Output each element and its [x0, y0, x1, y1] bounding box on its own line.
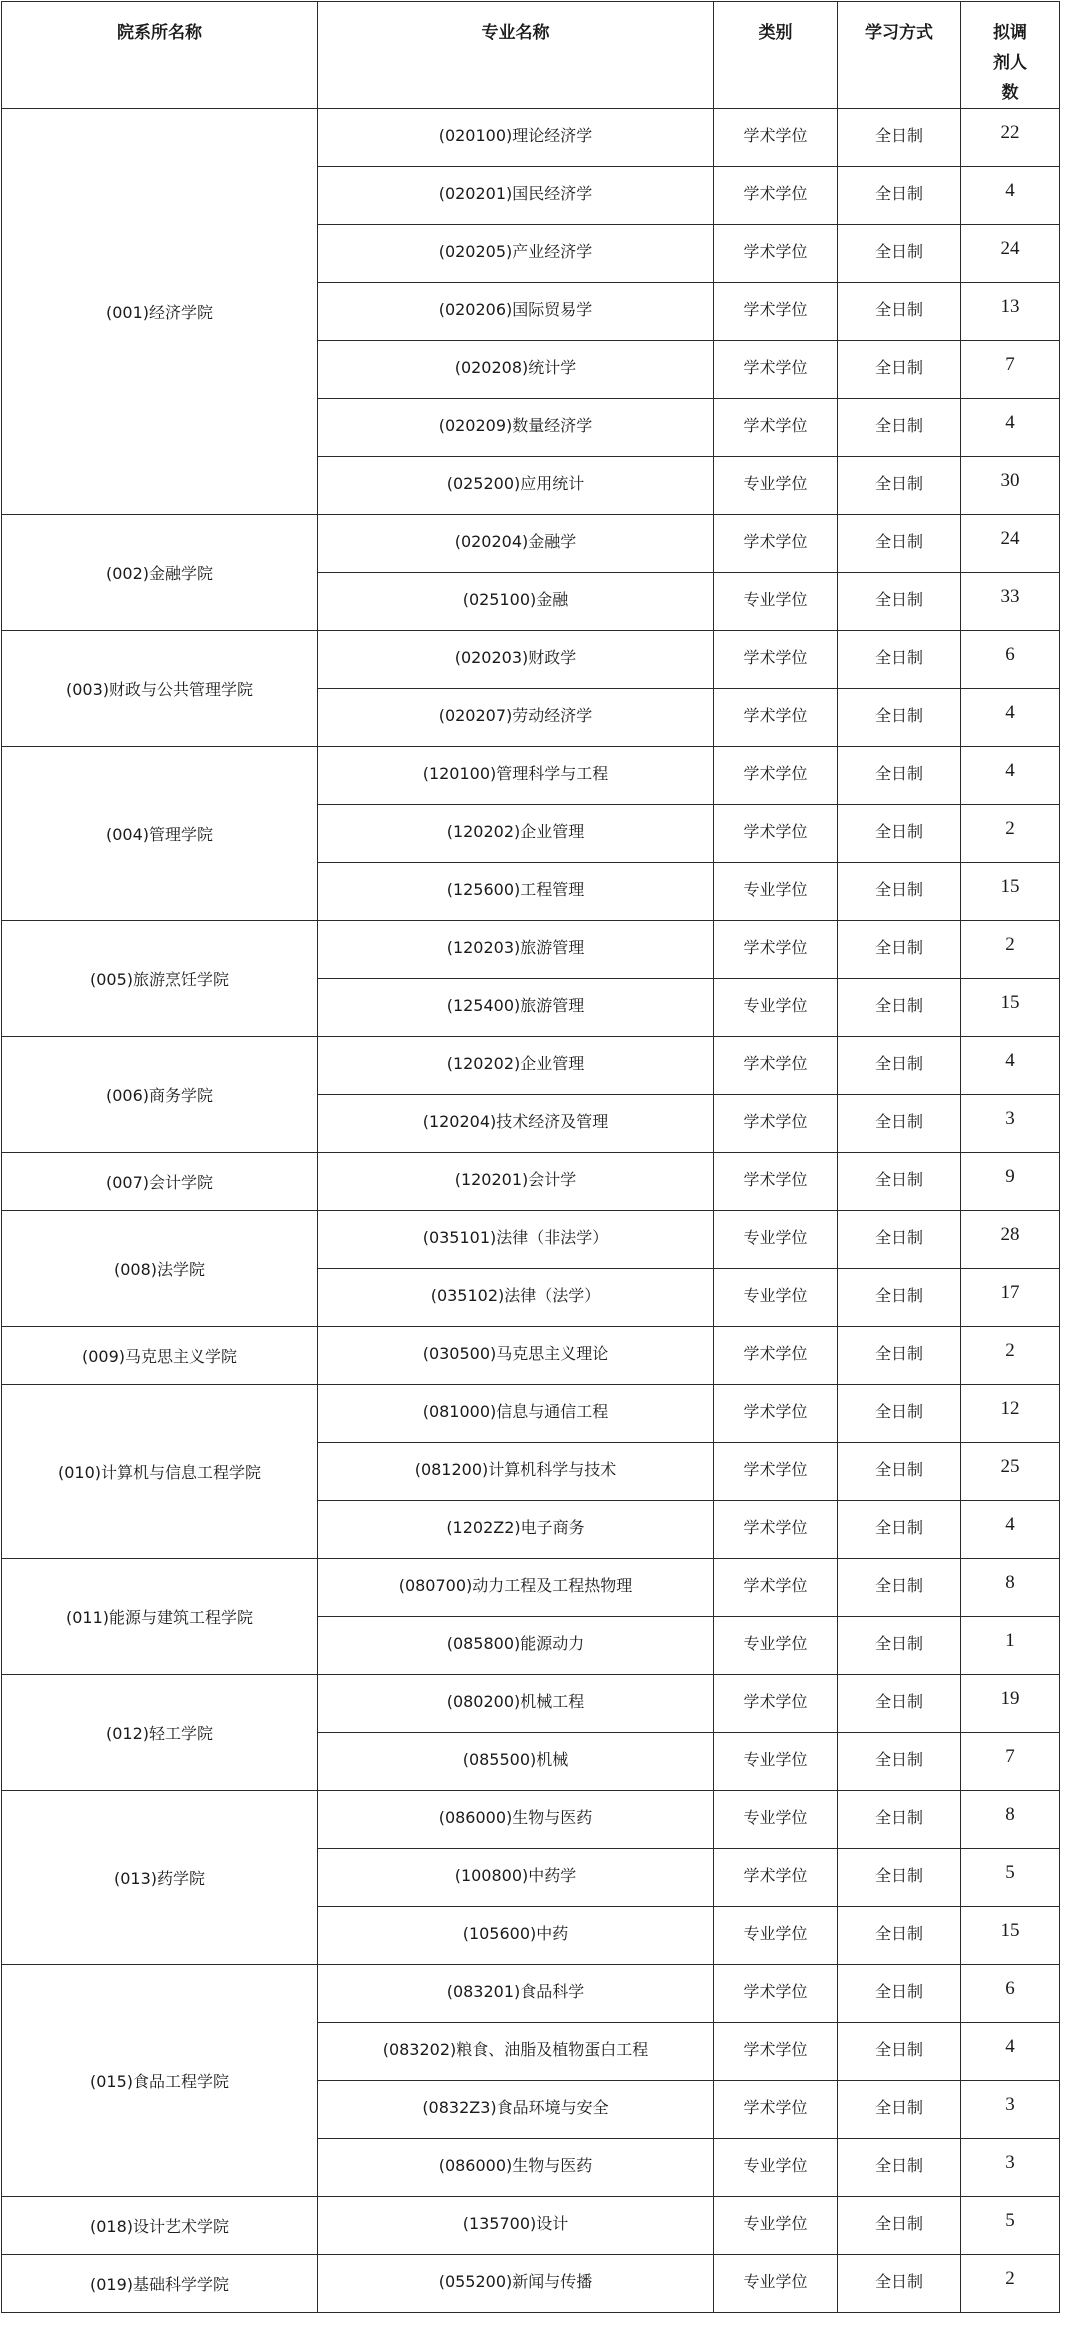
category-cell: 学术学位	[714, 1849, 838, 1907]
quota-count-cell: 15	[961, 979, 1060, 1037]
major-name-cell: (120202)企业管理	[318, 1037, 714, 1095]
header-college: 院系所名称	[2, 2, 318, 109]
major-name-cell: (120100)管理科学与工程	[318, 747, 714, 805]
table-row	[2, 2255, 1060, 2313]
study-mode-cell: 全日制	[838, 457, 961, 515]
college-name-cell: (001)经济学院	[2, 109, 318, 515]
major-name-cell: (025100)金融	[318, 573, 714, 631]
major-name-cell: (035102)法律（法学）	[318, 1269, 714, 1327]
major-name-cell: (086000)生物与医药	[318, 2139, 714, 2197]
college-name-cell: (002)金融学院	[2, 515, 318, 631]
category-cell: 学术学位	[714, 1559, 838, 1617]
study-mode-cell: 全日制	[838, 1791, 961, 1849]
study-mode-cell: 全日制	[838, 1675, 961, 1733]
category-cell: 专业学位	[714, 573, 838, 631]
table-row	[2, 631, 1060, 689]
quota-count-cell: 24	[961, 225, 1060, 283]
table-row	[2, 1559, 1060, 1617]
major-name-cell: (085800)能源动力	[318, 1617, 714, 1675]
study-mode-cell: 全日制	[838, 1559, 961, 1617]
major-name-cell: (083201)食品科学	[318, 1965, 714, 2023]
quota-count-cell: 33	[961, 573, 1060, 631]
study-mode-cell: 全日制	[838, 399, 961, 457]
category-cell: 专业学位	[714, 863, 838, 921]
table-row	[2, 1791, 1060, 1849]
major-name-cell: (020100)理论经济学	[318, 109, 714, 167]
quota-count-cell: 2	[961, 2255, 1060, 2313]
category-cell: 学术学位	[714, 805, 838, 863]
category-cell: 学术学位	[714, 921, 838, 979]
category-cell: 学术学位	[714, 1153, 838, 1211]
quota-count-cell: 6	[961, 631, 1060, 689]
category-cell: 学术学位	[714, 631, 838, 689]
college-name-cell: (008)法学院	[2, 1211, 318, 1327]
quota-count-cell: 8	[961, 1791, 1060, 1849]
major-name-cell: (086000)生物与医药	[318, 1791, 714, 1849]
quota-count-cell: 7	[961, 1733, 1060, 1791]
study-mode-cell: 全日制	[838, 1907, 961, 1965]
quota-count-cell: 5	[961, 1849, 1060, 1907]
major-name-cell: (080200)机械工程	[318, 1675, 714, 1733]
quota-count-cell: 3	[961, 2081, 1060, 2139]
category-cell: 学术学位	[714, 1965, 838, 2023]
study-mode-cell: 全日制	[838, 1211, 961, 1269]
table-row	[2, 2197, 1060, 2255]
study-mode-cell: 全日制	[838, 805, 961, 863]
major-name-cell: (120201)会计学	[318, 1153, 714, 1211]
major-name-cell: (1202Z2)电子商务	[318, 1501, 714, 1559]
category-cell: 专业学位	[714, 2255, 838, 2313]
study-mode-cell: 全日制	[838, 2023, 961, 2081]
major-name-cell: (120202)企业管理	[318, 805, 714, 863]
quota-count-cell: 15	[961, 1907, 1060, 1965]
study-mode-cell: 全日制	[838, 1501, 961, 1559]
college-name-cell: (006)商务学院	[2, 1037, 318, 1153]
quota-count-cell: 2	[961, 1327, 1060, 1385]
category-cell: 学术学位	[714, 167, 838, 225]
study-mode-cell: 全日制	[838, 515, 961, 573]
category-cell: 专业学位	[714, 2139, 838, 2197]
study-mode-cell: 全日制	[838, 2081, 961, 2139]
quota-count-cell: 4	[961, 167, 1060, 225]
major-name-cell: (035101)法律（非法学）	[318, 1211, 714, 1269]
table-row	[2, 1327, 1060, 1385]
study-mode-cell: 全日制	[838, 573, 961, 631]
header-count	[961, 2, 1060, 109]
college-name-cell: (005)旅游烹饪学院	[2, 921, 318, 1037]
major-name-cell: (125600)工程管理	[318, 863, 714, 921]
category-cell: 专业学位	[714, 2197, 838, 2255]
major-name-cell: (083202)粮食、油脂及植物蛋白工程	[318, 2023, 714, 2081]
study-mode-cell: 全日制	[838, 863, 961, 921]
major-name-cell: (020208)统计学	[318, 341, 714, 399]
category-cell: 学术学位	[714, 1037, 838, 1095]
quota-count-cell: 4	[961, 689, 1060, 747]
study-mode-cell: 全日制	[838, 2255, 961, 2313]
study-mode-cell: 全日制	[838, 689, 961, 747]
study-mode-cell: 全日制	[838, 1037, 961, 1095]
study-mode-cell: 全日制	[838, 341, 961, 399]
quota-count-cell: 6	[961, 1965, 1060, 2023]
quota-count-cell: 4	[961, 747, 1060, 805]
quota-count-cell: 12	[961, 1385, 1060, 1443]
quota-count-cell: 1	[961, 1617, 1060, 1675]
category-cell: 专业学位	[714, 1211, 838, 1269]
study-mode-cell: 全日制	[838, 2139, 961, 2197]
category-cell: 学术学位	[714, 341, 838, 399]
major-name-cell: (020209)数量经济学	[318, 399, 714, 457]
category-cell: 学术学位	[714, 283, 838, 341]
quota-count-cell: 28	[961, 1211, 1060, 1269]
major-name-cell: (081200)计算机科学与技术	[318, 1443, 714, 1501]
header-major: 专业名称	[318, 2, 714, 109]
study-mode-cell: 全日制	[838, 631, 961, 689]
quota-count-cell: 2	[961, 805, 1060, 863]
major-name-cell: (055200)新闻与传播	[318, 2255, 714, 2313]
table-row	[2, 921, 1060, 979]
quota-count-cell: 3	[961, 1095, 1060, 1153]
major-name-cell: (025200)应用统计	[318, 457, 714, 515]
category-cell: 专业学位	[714, 979, 838, 1037]
study-mode-cell: 全日制	[838, 921, 961, 979]
quota-count-cell: 8	[961, 1559, 1060, 1617]
study-mode-cell: 全日制	[838, 109, 961, 167]
major-name-cell: (120204)技术经济及管理	[318, 1095, 714, 1153]
major-name-cell: (105600)中药	[318, 1907, 714, 1965]
major-name-cell: (120203)旅游管理	[318, 921, 714, 979]
table-row	[2, 747, 1060, 805]
major-name-cell: (135700)设计	[318, 2197, 714, 2255]
major-name-cell: (020201)国民经济学	[318, 167, 714, 225]
category-cell: 学术学位	[714, 1443, 838, 1501]
college-name-cell: (010)计算机与信息工程学院	[2, 1385, 318, 1559]
quota-count-cell: 24	[961, 515, 1060, 573]
table-row	[2, 515, 1060, 573]
study-mode-cell: 全日制	[838, 1327, 961, 1385]
category-cell: 专业学位	[714, 1269, 838, 1327]
category-cell: 学术学位	[714, 2081, 838, 2139]
category-cell: 学术学位	[714, 689, 838, 747]
study-mode-cell: 全日制	[838, 1269, 961, 1327]
major-name-cell: (020204)金融学	[318, 515, 714, 573]
college-name-cell: (018)设计艺术学院	[2, 2197, 318, 2255]
quota-count-cell: 30	[961, 457, 1060, 515]
table-body	[2, 109, 1060, 2313]
major-name-cell: (100800)中药学	[318, 1849, 714, 1907]
quota-count-cell: 25	[961, 1443, 1060, 1501]
quota-count-cell: 5	[961, 2197, 1060, 2255]
table-row	[2, 1675, 1060, 1733]
quota-count-cell: 17	[961, 1269, 1060, 1327]
study-mode-cell: 全日制	[838, 225, 961, 283]
quota-count-cell: 19	[961, 1675, 1060, 1733]
table-row	[2, 1153, 1060, 1211]
study-mode-cell: 全日制	[838, 1965, 961, 2023]
header-count-label: 拟调剂人数	[993, 23, 1027, 103]
study-mode-cell: 全日制	[838, 979, 961, 1037]
college-name-cell: (011)能源与建筑工程学院	[2, 1559, 318, 1675]
major-name-cell: (125400)旅游管理	[318, 979, 714, 1037]
study-mode-cell: 全日制	[838, 1733, 961, 1791]
study-mode-cell: 全日制	[838, 1617, 961, 1675]
major-name-cell: (080700)动力工程及工程热物理	[318, 1559, 714, 1617]
major-name-cell: (020203)财政学	[318, 631, 714, 689]
college-name-cell: (019)基础科学学院	[2, 2255, 318, 2313]
major-name-cell: (020206)国际贸易学	[318, 283, 714, 341]
category-cell: 专业学位	[714, 1791, 838, 1849]
table-row	[2, 1037, 1060, 1095]
major-name-cell: (030500)马克思主义理论	[318, 1327, 714, 1385]
quota-count-cell: 3	[961, 2139, 1060, 2197]
study-mode-cell: 全日制	[838, 1443, 961, 1501]
major-name-cell: (085500)机械	[318, 1733, 714, 1791]
major-name-cell: (020205)产业经济学	[318, 225, 714, 283]
category-cell: 学术学位	[714, 1385, 838, 1443]
category-cell: 学术学位	[714, 2023, 838, 2081]
category-cell: 学术学位	[714, 1501, 838, 1559]
adjustment-table	[1, 1, 1060, 2313]
header-category: 类别	[714, 2, 838, 109]
college-name-cell: (009)马克思主义学院	[2, 1327, 318, 1385]
study-mode-cell: 全日制	[838, 1095, 961, 1153]
category-cell: 学术学位	[714, 1675, 838, 1733]
header-mode: 学习方式	[838, 2, 961, 109]
quota-count-cell: 4	[961, 399, 1060, 457]
major-name-cell: (0832Z3)食品环境与安全	[318, 2081, 714, 2139]
study-mode-cell: 全日制	[838, 283, 961, 341]
category-cell: 学术学位	[714, 747, 838, 805]
category-cell: 学术学位	[714, 515, 838, 573]
table-row	[2, 1385, 1060, 1443]
quota-count-cell: 9	[961, 1153, 1060, 1211]
major-name-cell: (081000)信息与通信工程	[318, 1385, 714, 1443]
study-mode-cell: 全日制	[838, 1849, 961, 1907]
quota-count-cell: 2	[961, 921, 1060, 979]
quota-count-cell: 4	[961, 2023, 1060, 2081]
quota-count-cell: 15	[961, 863, 1060, 921]
study-mode-cell: 全日制	[838, 1153, 961, 1211]
quota-count-cell: 4	[961, 1501, 1060, 1559]
category-cell: 学术学位	[714, 225, 838, 283]
category-cell: 专业学位	[714, 457, 838, 515]
header-row	[2, 2, 1060, 109]
college-name-cell: (007)会计学院	[2, 1153, 318, 1211]
college-name-cell: (003)财政与公共管理学院	[2, 631, 318, 747]
quota-count-cell: 7	[961, 341, 1060, 399]
category-cell: 学术学位	[714, 399, 838, 457]
category-cell: 专业学位	[714, 1617, 838, 1675]
study-mode-cell: 全日制	[838, 2197, 961, 2255]
college-name-cell: (015)食品工程学院	[2, 1965, 318, 2197]
quota-count-cell: 13	[961, 283, 1060, 341]
study-mode-cell: 全日制	[838, 1385, 961, 1443]
table-row	[2, 1211, 1060, 1269]
quota-count-cell: 4	[961, 1037, 1060, 1095]
category-cell: 专业学位	[714, 1907, 838, 1965]
category-cell: 学术学位	[714, 109, 838, 167]
college-name-cell: (004)管理学院	[2, 747, 318, 921]
study-mode-cell: 全日制	[838, 167, 961, 225]
category-cell: 专业学位	[714, 1733, 838, 1791]
major-name-cell: (020207)劳动经济学	[318, 689, 714, 747]
study-mode-cell: 全日制	[838, 747, 961, 805]
college-name-cell: (012)轻工学院	[2, 1675, 318, 1791]
quota-count-cell: 22	[961, 109, 1060, 167]
category-cell: 学术学位	[714, 1095, 838, 1153]
table-row	[2, 1965, 1060, 2023]
category-cell: 学术学位	[714, 1327, 838, 1385]
college-name-cell: (013)药学院	[2, 1791, 318, 1965]
table-row	[2, 109, 1060, 167]
